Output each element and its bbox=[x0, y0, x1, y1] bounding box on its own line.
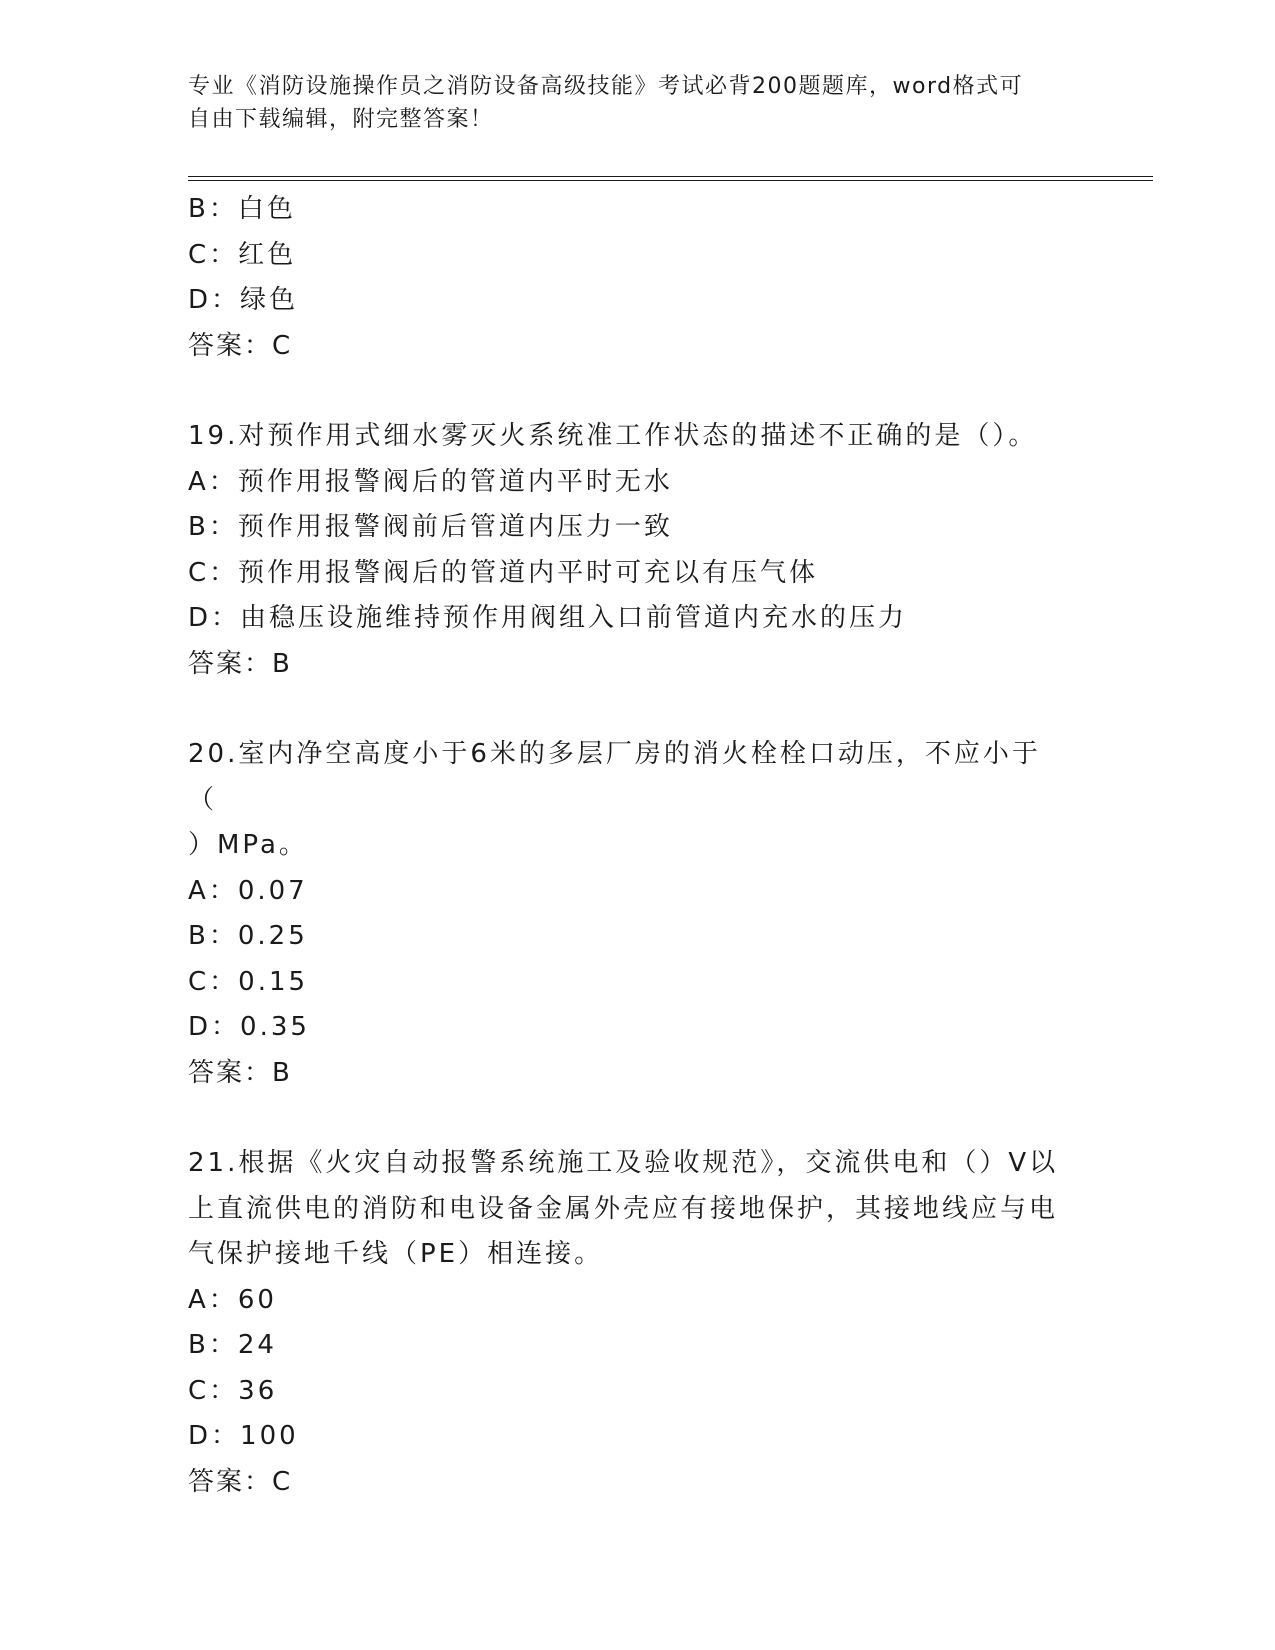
option-a: A：0.07 bbox=[188, 875, 308, 906]
question-text-line: 气保护接地千线（PE）相连接。 bbox=[188, 1239, 604, 1269]
option-a: A：60 bbox=[188, 1284, 277, 1315]
answer-line: 答案：C bbox=[188, 330, 293, 361]
option-d: D：0.35 bbox=[188, 1012, 310, 1042]
document-header bbox=[188, 70, 1068, 136]
answer-line: 答案：B bbox=[188, 1057, 292, 1088]
spacer bbox=[188, 687, 1148, 732]
question-19 bbox=[188, 414, 1148, 687]
question-text bbox=[188, 1141, 1068, 1278]
header-divider bbox=[188, 176, 1153, 181]
question-text-line: ）MPa。 bbox=[188, 830, 308, 860]
spacer bbox=[188, 369, 1148, 414]
question-text bbox=[188, 732, 1068, 869]
question-20 bbox=[188, 732, 1148, 1096]
question-list bbox=[188, 187, 1148, 1505]
question-text: 19.对预作用式细水雾灭火系统准工作状态的描述不正确的是（）。 bbox=[188, 421, 1038, 451]
option-b: B：0.25 bbox=[188, 921, 308, 951]
question-18-continued bbox=[188, 187, 1148, 369]
answer-line: 答案：C bbox=[188, 1466, 293, 1497]
spacer bbox=[188, 1096, 1148, 1141]
question-21 bbox=[188, 1141, 1148, 1505]
option-c: C：预作用报警阀后的管道内平时可充以有压气体 bbox=[188, 557, 819, 588]
question-text-line: 20.室内净空高度小于6米的多层厂房的消火栓栓口动压，不应小于（ bbox=[188, 739, 1041, 815]
option-b: B：24 bbox=[188, 1330, 277, 1360]
option-d: D：100 bbox=[188, 1421, 299, 1451]
question-text-line: 上直流供电的消防和电设备金属外壳应有接地保护，其接地线应与电 bbox=[188, 1193, 1059, 1224]
option-d: D：由稳压设施维持预作用阀组入口前管道内充水的压力 bbox=[188, 603, 908, 633]
option-b: B：白色 bbox=[188, 194, 296, 224]
answer-line: 答案：B bbox=[188, 648, 292, 679]
option-c: C：红色 bbox=[188, 239, 297, 270]
option-c: C：36 bbox=[188, 1375, 278, 1406]
header-line-2: 自由下载编辑，附完整答案！ bbox=[188, 107, 494, 132]
document-page bbox=[188, 70, 1148, 1505]
option-c: C：0.15 bbox=[188, 966, 309, 997]
option-a: A：预作用报警阀后的管道内平时无水 bbox=[188, 466, 673, 497]
header-line-1: 专业《消防设施操作员之消防设备高级技能》考试必背200题题库，word格式可 bbox=[188, 74, 1024, 99]
option-d: D：绿色 bbox=[188, 285, 299, 315]
question-text-line: 21.根据《火灾自动报警系统施工及验收规范》，交流供电和（）V以 bbox=[188, 1148, 1059, 1178]
option-b: B：预作用报警阀前后管道内压力一致 bbox=[188, 512, 673, 542]
